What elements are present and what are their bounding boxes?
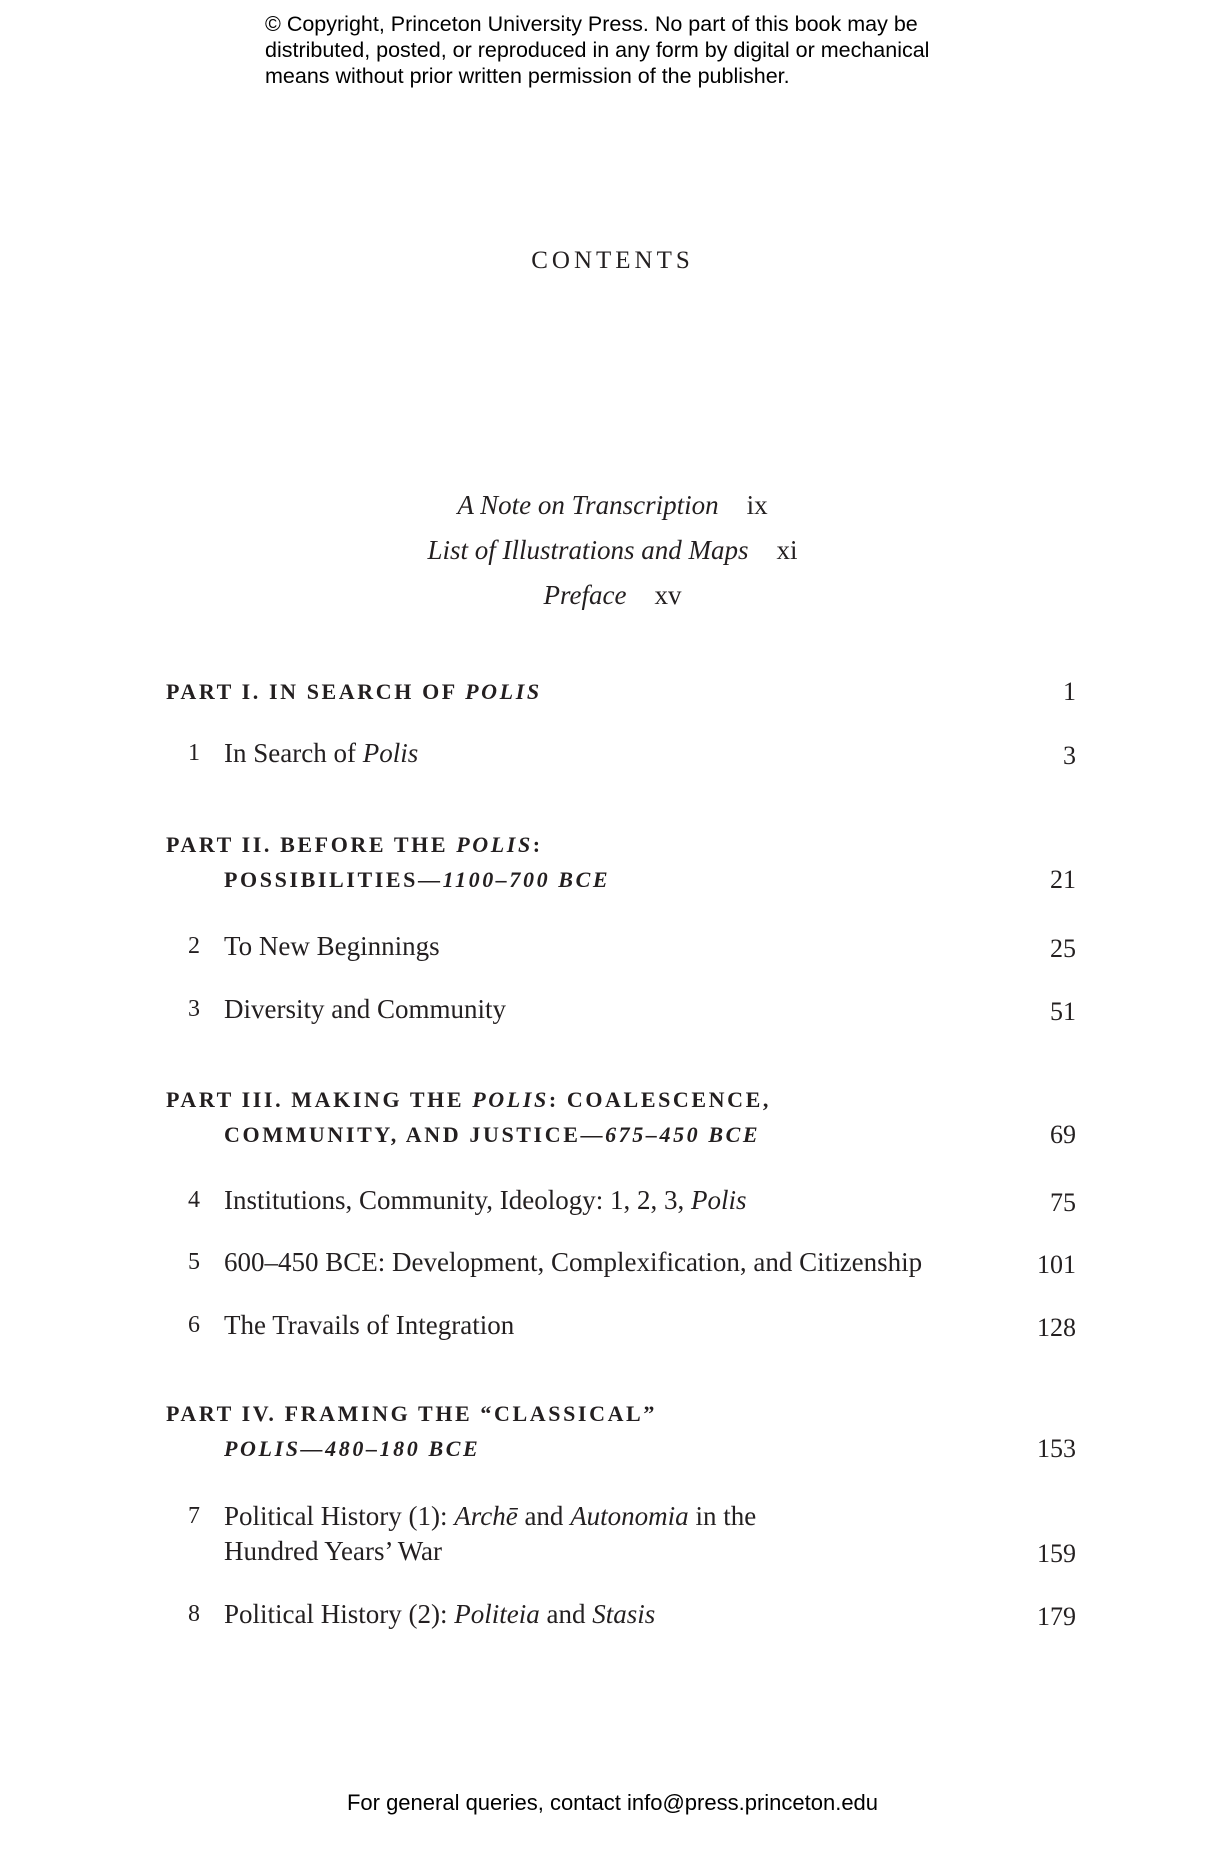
chapter-title-italic: Polis bbox=[691, 1185, 747, 1215]
toc-chapter-entry[interactable] bbox=[166, 1499, 1076, 1569]
toc-chapter-entry[interactable] bbox=[166, 929, 1076, 964]
toc-entry-title: Preface bbox=[543, 580, 627, 610]
toc-entry-title: List of Illustrations and Maps bbox=[427, 535, 749, 565]
toc-part-heading[interactable] bbox=[166, 1396, 1076, 1466]
toc-chapter-entry[interactable] bbox=[166, 1183, 1076, 1218]
part-title-italic: POLIS bbox=[456, 832, 533, 857]
chapter-title: Diversity and Community bbox=[224, 994, 506, 1024]
part-title: PART II. BEFORE THE bbox=[166, 832, 457, 857]
chapter-title: To New Beginnings bbox=[224, 931, 440, 961]
copyright-line: © Copyright, Princeton University Press. No part of this book may be bbox=[265, 12, 918, 36]
chapter-number: 7 bbox=[188, 1503, 200, 1529]
chapter-title-italic: Archē bbox=[454, 1501, 518, 1531]
toc-chapter-entry[interactable] bbox=[166, 992, 1076, 1027]
toc-page-number: 21 bbox=[1050, 865, 1076, 894]
toc-front-matter-item[interactable] bbox=[0, 535, 1225, 566]
toc-page-number: 69 bbox=[1050, 1120, 1076, 1149]
toc-page-number: 51 bbox=[1050, 997, 1076, 1026]
part-title: PART III. MAKING THE bbox=[166, 1087, 473, 1112]
toc-page-number: xv bbox=[654, 580, 682, 610]
part-title: : COALESCENCE, bbox=[548, 1087, 772, 1112]
chapter-title: and bbox=[539, 1599, 593, 1629]
part-title-italic: POLIS—480–180 BCE bbox=[224, 1436, 481, 1461]
part-title: : bbox=[532, 832, 543, 857]
chapter-title-italic: Politeia bbox=[454, 1599, 540, 1629]
chapter-title: and bbox=[517, 1501, 571, 1531]
part-title-italic: POLIS bbox=[465, 679, 542, 704]
chapter-number: 6 bbox=[188, 1312, 200, 1338]
chapter-number: 1 bbox=[188, 740, 200, 766]
copyright-line: distributed, posted, or reproduced in any form by digital or mechanical bbox=[265, 38, 930, 62]
chapter-title: Institutions, Community, Ideology: 1, 2, 3, bbox=[224, 1185, 692, 1215]
toc-chapter-entry[interactable] bbox=[166, 1597, 1076, 1632]
chapter-title: Hundred Years’ War bbox=[224, 1536, 443, 1566]
part-title-italic: 675–450 BCE bbox=[605, 1122, 761, 1147]
toc-front-matter-item[interactable] bbox=[0, 490, 1225, 521]
chapter-title-italic: Stasis bbox=[592, 1599, 656, 1629]
toc-part-heading[interactable] bbox=[166, 1082, 1076, 1152]
toc-page-number: 128 bbox=[1037, 1313, 1076, 1342]
chapter-number: 4 bbox=[188, 1187, 200, 1213]
chapter-number: 5 bbox=[188, 1249, 200, 1275]
chapter-number: 3 bbox=[188, 996, 200, 1022]
chapter-title: in the bbox=[688, 1501, 757, 1531]
toc-front-matter-item[interactable] bbox=[0, 580, 1225, 611]
toc-entry-title: A Note on Transcription bbox=[457, 490, 719, 520]
toc-page-number: 1 bbox=[1063, 677, 1076, 706]
chapter-title: In Search of bbox=[224, 738, 363, 768]
toc-page-number: 153 bbox=[1037, 1434, 1076, 1463]
part-title: PART IV. FRAMING THE “CLASSICAL” bbox=[166, 1401, 657, 1426]
toc-page-number: 75 bbox=[1050, 1188, 1076, 1217]
copyright-notice bbox=[265, 11, 985, 89]
part-title: PART I. IN SEARCH OF bbox=[166, 679, 466, 704]
chapter-title: 600–450 BCE: Development, Complexification, and Citizenship bbox=[224, 1247, 923, 1277]
toc-chapter-entry[interactable] bbox=[166, 1308, 1076, 1343]
chapter-title: The Travails of Integration bbox=[224, 1310, 515, 1340]
part-title-italic: POLIS bbox=[472, 1087, 549, 1112]
chapter-title-italic: Polis bbox=[362, 738, 419, 768]
chapter-number: 8 bbox=[188, 1601, 200, 1627]
footer-contact: For general queries, contact info@press.princeton.edu bbox=[346, 1790, 879, 1815]
toc-page-number: xi bbox=[776, 535, 798, 565]
toc-chapter-entry[interactable] bbox=[166, 736, 1076, 771]
toc-part-heading[interactable] bbox=[166, 827, 1076, 897]
copyright-line: means without prior written permission of the publisher. bbox=[265, 64, 790, 88]
page-title: CONTENTS bbox=[531, 247, 694, 274]
toc-part-heading[interactable] bbox=[166, 674, 1076, 709]
chapter-title: Political History (1): bbox=[224, 1501, 455, 1531]
chapter-title-italic: Autonomia bbox=[570, 1501, 689, 1531]
toc-page-number: 25 bbox=[1050, 934, 1076, 963]
toc-page-number: 101 bbox=[1037, 1250, 1076, 1279]
chapter-title: Political History (2): bbox=[224, 1599, 455, 1629]
part-title: COMMUNITY, AND JUSTICE— bbox=[224, 1122, 606, 1147]
part-title-italic: 1100–700 BCE bbox=[442, 867, 611, 892]
toc-page-number: 179 bbox=[1037, 1602, 1076, 1631]
part-title: POSSIBILITIES— bbox=[224, 867, 443, 892]
toc-chapter-entry[interactable] bbox=[166, 1245, 1076, 1280]
toc-page-number: 159 bbox=[1037, 1539, 1076, 1568]
chapter-number: 2 bbox=[188, 933, 200, 959]
toc-page-number: ix bbox=[746, 490, 768, 520]
toc-page-number: 3 bbox=[1063, 741, 1076, 770]
